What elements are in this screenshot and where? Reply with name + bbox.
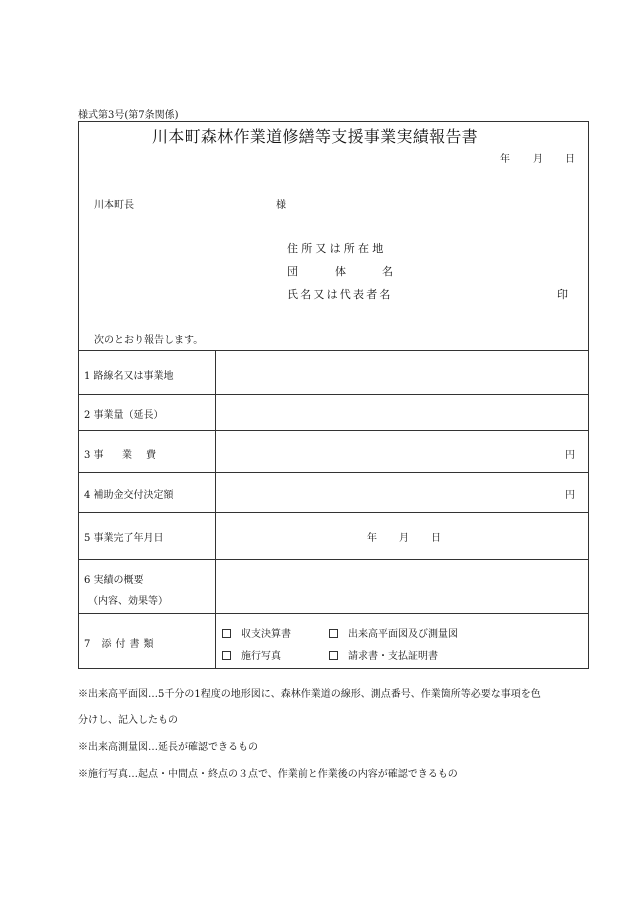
report-form-frame	[78, 121, 589, 669]
note-line-3: ※出来高測量図…延長が確認できるもの	[78, 742, 258, 753]
completion-month: 月	[399, 533, 409, 544]
address-label: 住所又は所在地	[287, 242, 387, 255]
attachment-label: 収支決算書	[241, 629, 291, 640]
row-rule-6	[78, 613, 589, 614]
addressee-honorific: 様	[276, 200, 286, 211]
row-label-cost-2: 業	[122, 450, 132, 461]
checkbox-icon[interactable]	[222, 651, 231, 660]
attachment-label: 請求書・支払証明書	[348, 651, 438, 662]
column-divider	[215, 350, 216, 669]
row-label-route: 1 路線名又は事業地	[84, 371, 174, 382]
form-title: 川本町森林作業道修繕等支援事業実績報告書	[151, 127, 478, 146]
row-rule-2	[78, 430, 589, 431]
attachment-item-1[interactable]	[222, 625, 291, 640]
completion-year: 年	[367, 533, 377, 544]
intro-text: 次のとおり報告します。	[94, 335, 204, 346]
attachment-item-3[interactable]	[222, 647, 281, 662]
representative-label: 氏名又は代表者名	[287, 288, 393, 301]
row-rule-4	[78, 512, 589, 513]
attachment-item-2[interactable]	[329, 625, 458, 640]
row-label-summary: 6 実績の概要	[84, 575, 144, 586]
group-label-3: 名	[382, 265, 393, 278]
completion-day: 日	[431, 533, 441, 544]
group-label-2: 体	[335, 265, 346, 278]
row-label-summary-sub: （内容、効果等）	[88, 596, 168, 607]
row-label-cost-1: 3 事	[84, 450, 104, 461]
row-label-completion: 5 事業完了年月日	[84, 533, 164, 544]
checkbox-icon[interactable]	[329, 651, 338, 660]
attachment-item-4[interactable]	[329, 647, 438, 662]
grant-unit: 円	[565, 490, 575, 501]
checkbox-icon[interactable]	[329, 629, 338, 638]
checkbox-icon[interactable]	[222, 629, 231, 638]
row-rule-5	[78, 559, 589, 560]
note-line-2: 分けし、記入したもの	[78, 715, 178, 726]
date-year: 年	[500, 154, 510, 165]
note-line-1: ※出来高平面図…5千分の1程度の地形図に、森林作業道の線形、測点番号、作業箇所等必要な事項を色	[78, 689, 541, 700]
table-top-rule	[78, 350, 589, 351]
addressee-name: 川本町長	[94, 200, 134, 211]
date-month: 月	[533, 154, 543, 165]
cost-unit: 円	[565, 450, 575, 461]
attachment-label: 出来高平面図及び測量図	[348, 629, 458, 640]
row-rule-3	[78, 472, 589, 473]
note-line-4: ※施行写真…起点・中間点・終点の３点で、作業前と作業後の内容が確認できるもの	[78, 769, 458, 780]
row-label-cost-3: 費	[146, 450, 156, 461]
row-label-attachments: 7 添付書類	[84, 639, 158, 650]
seal-mark: 印	[557, 288, 568, 301]
row-label-quantity: 2 事業量（延長）	[84, 410, 164, 421]
row-rule-1	[78, 394, 589, 395]
form-number: 様式第3号(第7条関係)	[78, 110, 179, 121]
attachment-label: 施行写真	[241, 651, 281, 662]
group-label-1: 団	[287, 265, 298, 278]
date-day: 日	[565, 154, 575, 165]
row-label-grant: 4 補助金交付決定額	[84, 490, 174, 501]
